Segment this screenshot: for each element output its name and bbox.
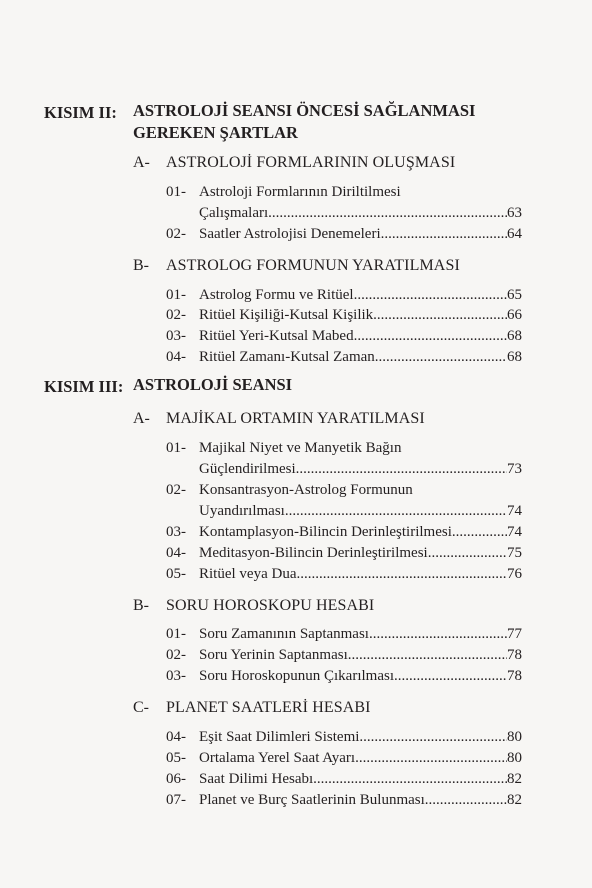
section-letter: C- <box>133 699 149 716</box>
entry-title: Uyandırılması <box>199 503 285 519</box>
entry-number: 01- <box>166 287 186 303</box>
entry-number: 01- <box>166 440 186 456</box>
page-number: 75 <box>507 545 522 561</box>
page-number: 78 <box>507 647 522 663</box>
entry-title-line: Majikal Niyet ve Manyetik Bağın <box>199 440 402 456</box>
entry-number: 05- <box>166 750 186 766</box>
entry-number: 01- <box>166 184 186 200</box>
page-number: 80 <box>507 750 522 766</box>
entry-title-line: Konsantrasyon-Astrolog Formunun <box>199 482 413 498</box>
section-title: ASTROLOG FORMUNUN YARATILMASI <box>166 257 460 274</box>
dot-leader <box>285 503 507 520</box>
entry-title: Ritüel veya Dua <box>199 566 297 582</box>
page-number: 66 <box>507 307 522 323</box>
entry-number: 04- <box>166 349 186 365</box>
section-letter: A- <box>133 410 150 427</box>
entry-number: 06- <box>166 771 186 787</box>
page-number: 64 <box>507 226 522 242</box>
entry-title: Eşit Saat Dilimleri Sistemi <box>199 729 360 745</box>
page-number: 74 <box>507 503 522 519</box>
entry-number: 03- <box>166 524 186 540</box>
dot-leader <box>296 461 507 478</box>
dot-leader <box>394 668 507 685</box>
entry-title: Güçlendirilmesi <box>199 461 296 477</box>
entry-number: 05- <box>166 566 186 582</box>
entry-number: 02- <box>166 307 186 323</box>
section-title: ASTROLOJİ FORMLARININ OLUŞMASI <box>166 154 456 171</box>
entry-title: Saatler Astrolojisi Denemeleri <box>199 226 381 242</box>
entry-title: Kontamplasyon-Bilincin Derinleştirilmesi <box>199 524 452 540</box>
page-number: 82 <box>507 792 522 808</box>
entry-number: 02- <box>166 226 186 242</box>
dot-leader <box>348 647 507 664</box>
page-number: 77 <box>507 626 522 642</box>
entry-number: 03- <box>166 328 186 344</box>
dot-leader <box>428 545 507 562</box>
entry-title: Soru Horoskopunun Çıkarılması <box>199 668 394 684</box>
entry-title: Meditasyon-Bilincin Derinleştirilmesi <box>199 545 428 561</box>
part-label: KISIM II: <box>44 103 117 122</box>
entry-title: Astrolog Formu ve Ritüel <box>199 287 354 303</box>
dot-leader <box>425 792 507 809</box>
page-number: 65 <box>507 287 522 303</box>
dot-leader <box>381 226 507 243</box>
entry-title: Saat Dilimi Hesabı <box>199 771 314 787</box>
part-title <box>133 374 292 396</box>
entry-title: Soru Zamanının Saptanması <box>199 626 369 642</box>
dot-leader <box>375 349 507 366</box>
dot-leader <box>359 729 507 746</box>
entry-number: 04- <box>166 545 186 561</box>
page-number: 76 <box>507 566 522 582</box>
entry-number: 07- <box>166 792 186 808</box>
dot-leader <box>452 524 507 541</box>
part-title <box>133 100 475 144</box>
dot-leader <box>355 750 507 767</box>
entry-number: 03- <box>166 668 186 684</box>
page-number: 73 <box>507 461 522 477</box>
section-letter: B- <box>133 257 149 274</box>
dot-leader <box>296 566 507 583</box>
entry-title: Ritüel Kişiliği-Kutsal Kişilik <box>199 307 374 323</box>
section-title: PLANET SAATLERİ HESABI <box>166 699 371 716</box>
dot-leader <box>369 626 507 643</box>
page-number: 82 <box>507 771 522 787</box>
entry-number: 02- <box>166 647 186 663</box>
entry-title: Soru Yerinin Saptanması <box>199 647 348 663</box>
page-number: 68 <box>507 349 522 365</box>
page-number: 78 <box>507 668 522 684</box>
entry-title: Ritüel Yeri-Kutsal Mabed <box>199 328 354 344</box>
section-letter: B- <box>133 597 149 614</box>
page-number: 74 <box>507 524 522 540</box>
dot-leader <box>354 287 507 304</box>
entry-title: Çalışmaları <box>199 205 269 221</box>
section-title: SORU HOROSKOPU HESABI <box>166 597 375 614</box>
section-title: MAJİKAL ORTAMIN YARATILMASI <box>166 410 425 427</box>
entry-number: 04- <box>166 729 186 745</box>
dot-leader <box>268 205 507 222</box>
entry-title: Ortalama Yerel Saat Ayarı <box>199 750 356 766</box>
dot-leader <box>354 328 507 345</box>
entry-title: Planet ve Burç Saatlerinin Bulunması <box>199 792 425 808</box>
page-number: 80 <box>507 729 522 745</box>
part-title-line: GEREKEN ŞARTLAR <box>133 123 298 142</box>
entry-title-line: Astroloji Formlarının Diriltilmesi <box>199 184 401 200</box>
part-label: KISIM III: <box>44 377 124 396</box>
part-title-line: ASTROLOJİ SEANSI <box>133 375 293 394</box>
dot-leader <box>313 771 507 788</box>
entry-number: 02- <box>166 482 186 498</box>
entry-title: Ritüel Zamanı-Kutsal Zaman <box>199 349 375 365</box>
dot-leader <box>373 307 507 324</box>
section-letter: A- <box>133 154 150 171</box>
page-number: 68 <box>507 328 522 344</box>
part-title-line: ASTROLOJİ SEANSI ÖNCESİ SAĞLANMASI <box>133 101 476 120</box>
page-number: 63 <box>507 205 522 221</box>
entry-number: 01- <box>166 626 186 642</box>
